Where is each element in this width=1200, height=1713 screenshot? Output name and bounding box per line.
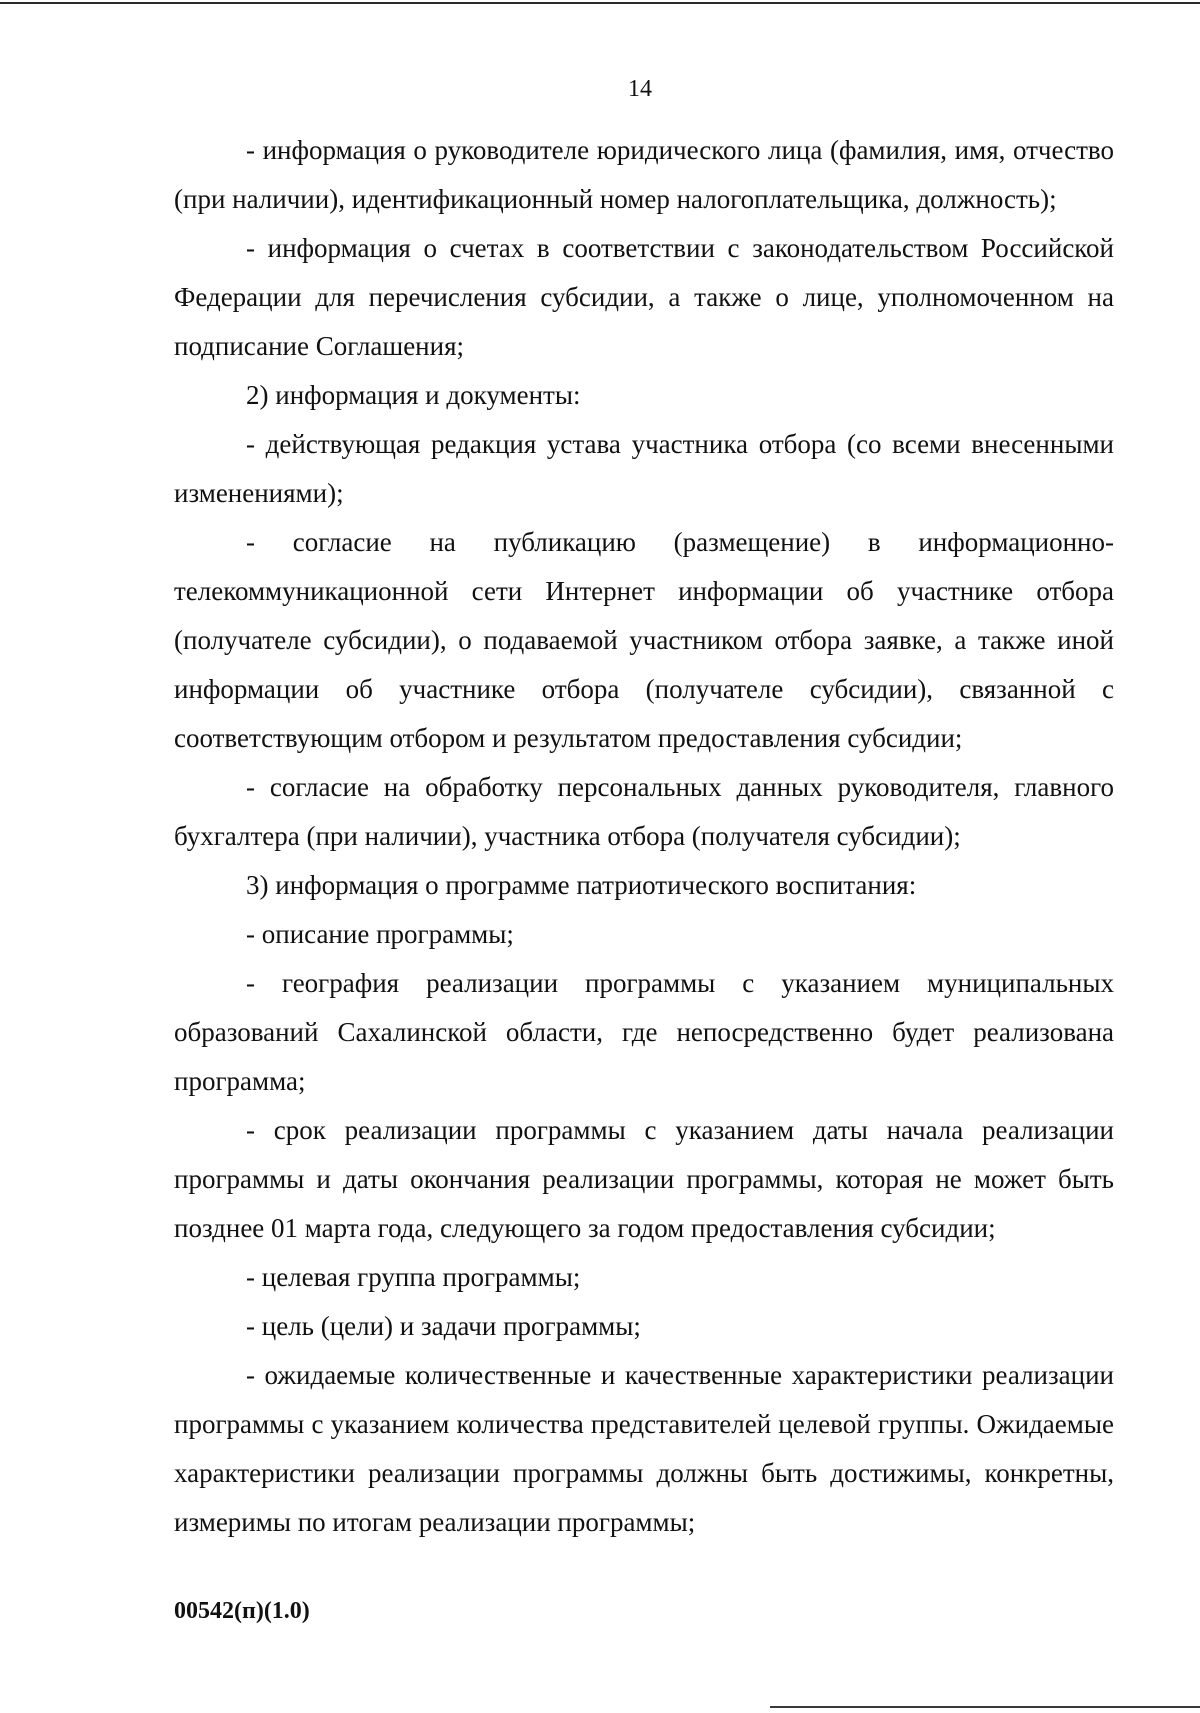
page-number: 14 <box>628 76 652 102</box>
scan-top-edge-line <box>0 2 1200 4</box>
paragraph-program-term: - срок реализации программы с указанием даты начала реализации программы и даты окончания реализации программы, которая не может быть позднее 01 марта года, следующего за годом предоставления субсидии; <box>174 1115 1114 1243</box>
document-body <box>174 126 1114 1547</box>
paragraph-program-info-heading: 3) информация о программе патриотического воспитания: <box>246 870 917 900</box>
paragraph-publication-consent: - согласие на публикацию (размещение) в информационно-телекоммуникационной сети Интернет информации об участнике отбора (получателе субсидии), о подаваемой участником отбора заявке, а также иной информации об участнике отбора (получателе субсидии), связанной с соответствующим отбором и результатом предоставления субсидии; <box>174 527 1114 753</box>
paragraph-expected-characteristics: - ожидаемые количественные и качественные характеристики реализации программы с указанием количества представителей целевой группы. Ожидаемые характеристики реализации программы должны быть достижимы, конкретны, измеримы по итогам реализации программы; <box>174 1360 1114 1537</box>
paragraph-accounts-info: - информация о счетах в соответствии с законодательством Российской Федерации для перечисления субсидии, а также о лице, уполномоченном на подписание Соглашения; <box>174 233 1114 361</box>
scan-bottom-edge-line <box>770 1706 1200 1708</box>
paragraph-target-group: - целевая группа программы; <box>246 1262 581 1292</box>
paragraph-personal-data-consent: - согласие на обработку персональных данных руководителя, главного бухгалтера (при наличии), участника отбора (получателя субсидии); <box>174 772 1114 851</box>
paragraph-charter-edition: - действующая редакция устава участника отбора (со всеми внесенными изменениями); <box>174 429 1114 508</box>
paragraph-head-info: - информация о руководителе юридического лица (фамилия, имя, отчество (при наличии), идентификационный номер налогоплательщика, должность); <box>174 135 1114 214</box>
paragraph-goals-tasks: - цель (цели) и задачи программы; <box>246 1311 641 1341</box>
document-code: 00542(п)(1.0) <box>174 1598 310 1624</box>
paragraph-info-documents-heading: 2) информация и документы: <box>246 380 581 410</box>
paragraph-program-description: - описание программы; <box>246 919 514 949</box>
paragraph-program-geography: - география реализации программы с указанием муниципальных образований Сахалинской области, где непосредственно будет реализована программа; <box>174 968 1114 1096</box>
